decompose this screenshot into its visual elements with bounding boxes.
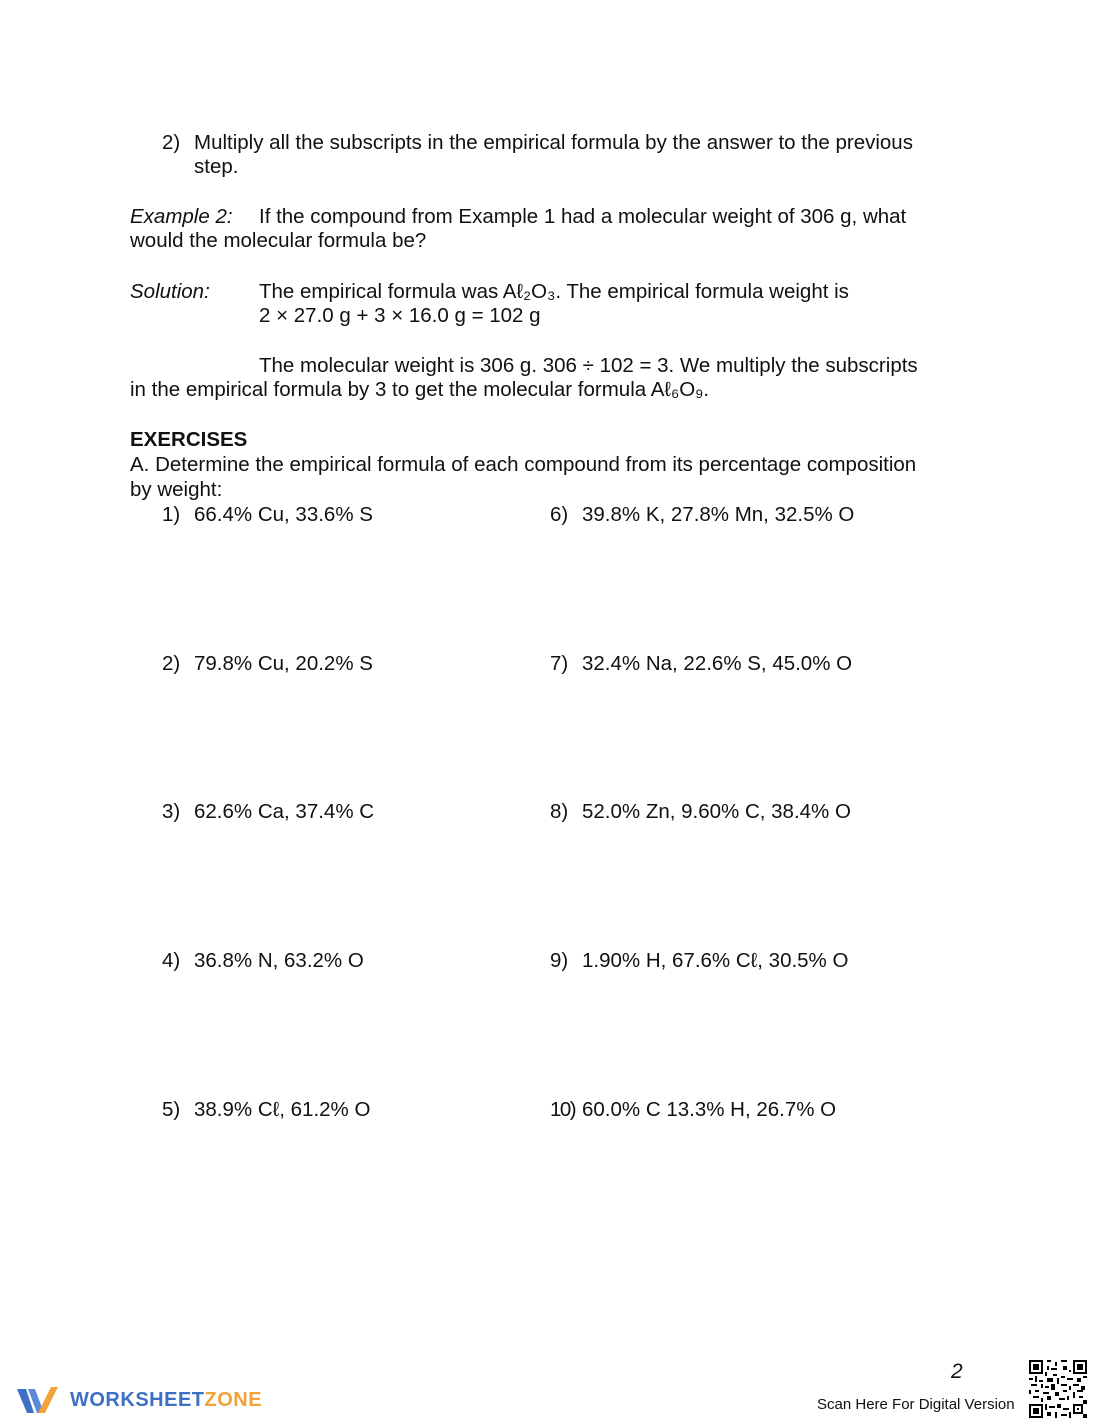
exercise-item-6 (550, 503, 854, 527)
exercises-instruction-line2: by weight: (130, 478, 223, 501)
exercise-number: 5) (162, 1098, 181, 1121)
logo-text-worksheet: WORKSHEET (70, 1389, 205, 1411)
exercise-item-3 (162, 800, 374, 824)
exercises-instruction-line1: A. Determine the empirical formula of each compound from its percentage composition (130, 453, 917, 476)
exercise-text: 36.8% N, 63.2% O (194, 949, 364, 972)
worksheetzone-logo[interactable] (14, 1383, 262, 1417)
exercise-number: 2) (162, 652, 181, 675)
intro-step (162, 131, 913, 155)
solution-label: Solution: (130, 280, 210, 303)
exercise-text: 1.90% H, 67.6% Cℓ, 30.5% O (582, 949, 849, 972)
exercise-item-8 (550, 800, 851, 824)
exercises-heading: EXERCISES (130, 428, 248, 451)
exercise-number: 1) (162, 503, 181, 526)
logo-text (70, 1388, 262, 1412)
exercise-number: 7) (550, 652, 569, 675)
solution-line2: 2 × 27.0 g + 3 × 16.0 g = 102 g (259, 304, 541, 327)
exercise-row-1 (0, 503, 1100, 527)
exercise-text: 32.4% Na, 22.6% S, 45.0% O (582, 652, 853, 675)
exercise-number: 4) (162, 949, 181, 972)
exercise-text: 62.6% Ca, 37.4% C (194, 800, 375, 823)
exercise-row-2 (0, 652, 1100, 676)
intro-step-number: 2) (162, 131, 181, 154)
solution-line3: The molecular weight is 306 g. 306 ÷ 102 = 3. We multiply the subscripts (259, 354, 918, 377)
example2-line1: If the compound from Example 1 had a molecular weight of 306 g, what (259, 205, 907, 228)
logo-text-zone: ZONE (204, 1389, 263, 1411)
exercise-item-1 (162, 503, 373, 527)
exercise-number: 9) (550, 949, 569, 972)
exercise-text: 38.9% Cℓ, 61.2% O (194, 1098, 371, 1121)
example2-label: Example 2: (130, 205, 233, 228)
exercise-text: 60.0% C 13.3% H, 26.7% O (582, 1098, 837, 1121)
scan-text: Scan Here For Digital Version (817, 1396, 1015, 1413)
exercise-number: 8) (550, 800, 569, 823)
exercise-item-7 (550, 652, 852, 676)
exercise-row-5 (0, 1098, 1100, 1122)
exercise-item-5 (162, 1098, 370, 1122)
page-number: 2 (951, 1360, 963, 1383)
exercise-item-10 (550, 1098, 836, 1122)
exercise-number: 10) (550, 1098, 576, 1121)
exercise-item-4 (162, 949, 364, 973)
intro-step-line2: step. (194, 155, 239, 178)
exercise-item-9 (550, 949, 848, 973)
exercise-text: 79.8% Cu, 20.2% S (194, 652, 373, 675)
exercise-row-4 (0, 949, 1100, 973)
exercise-item-2 (162, 652, 373, 676)
worksheetzone-logo-icon (14, 1383, 62, 1417)
exercise-number: 3) (162, 800, 181, 823)
exercise-row-3 (0, 800, 1100, 824)
exercise-text: 52.0% Zn, 9.60% C, 38.4% O (582, 800, 851, 823)
qr-code-icon[interactable] (1029, 1360, 1087, 1418)
exercise-text: 39.8% K, 27.8% Mn, 32.5% O (582, 503, 855, 526)
example2-line2: would the molecular formula be? (130, 229, 427, 252)
exercise-text: 66.4% Cu, 33.6% S (194, 503, 373, 526)
intro-step-line1: Multiply all the subscripts in the empirical formula by the answer to the previous (194, 131, 913, 154)
exercise-number: 6) (550, 503, 569, 526)
solution-line1: The empirical formula was Aℓ₂O₃. The empirical formula weight is (259, 280, 849, 303)
solution-line4: in the empirical formula by 3 to get the molecular formula Aℓ₆O₉. (130, 378, 710, 401)
